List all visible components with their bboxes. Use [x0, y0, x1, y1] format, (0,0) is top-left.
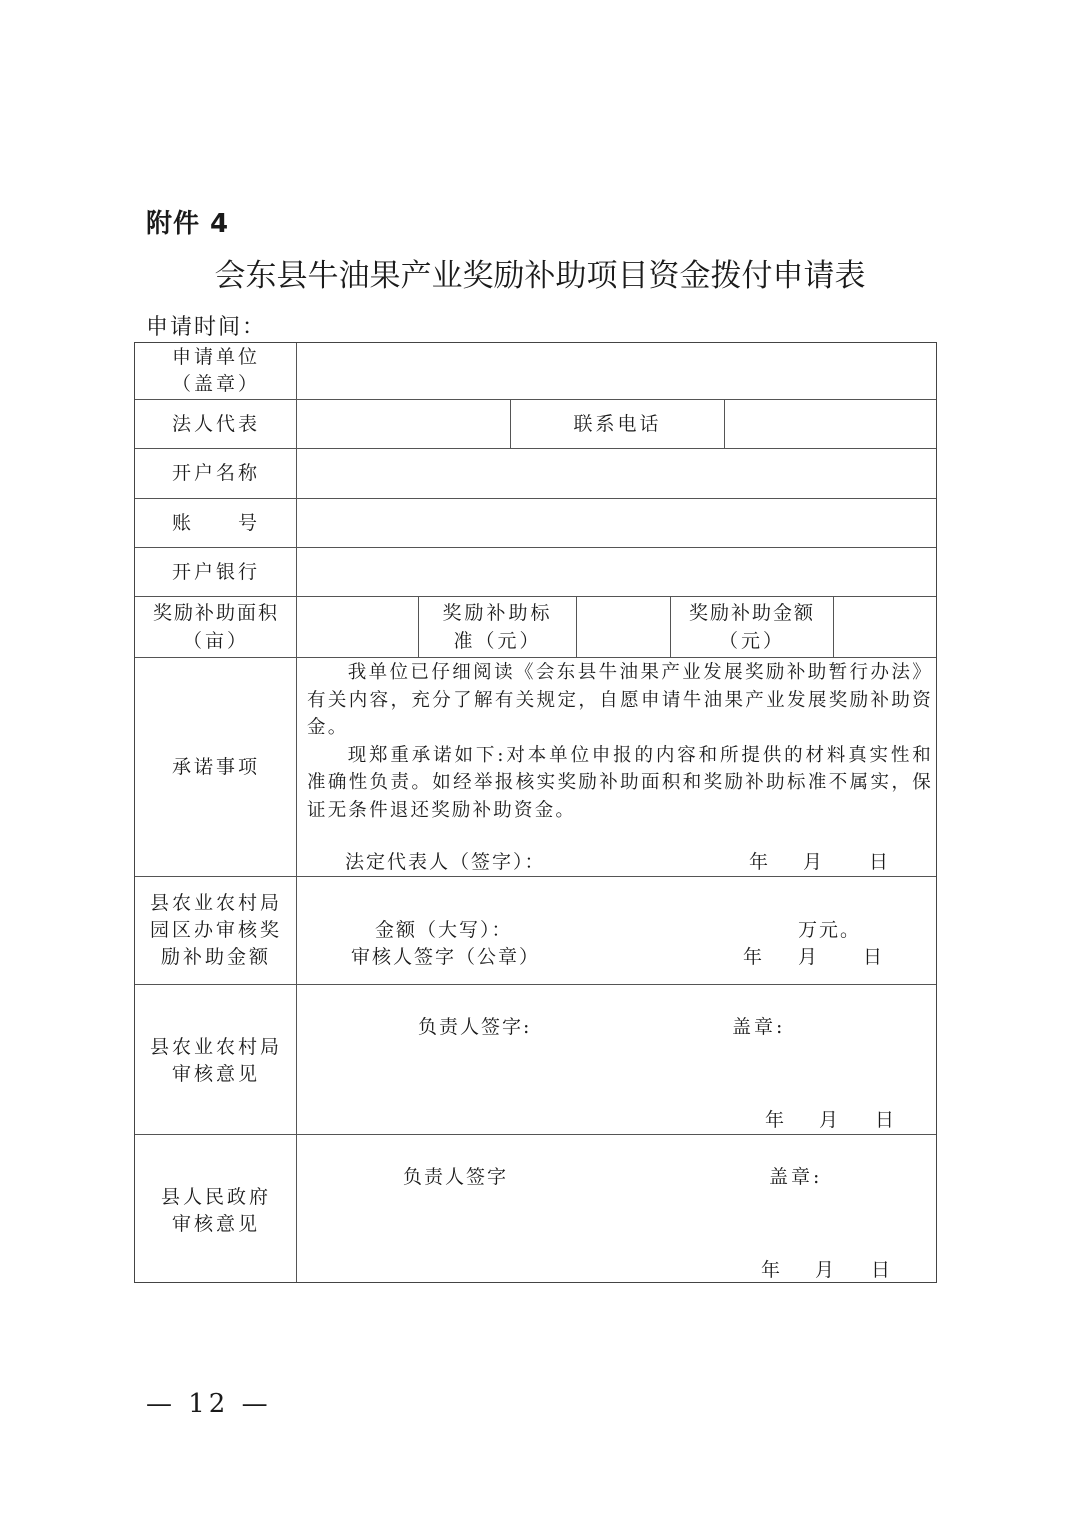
column-divider — [833, 596, 834, 657]
column-divider — [670, 596, 671, 657]
county-gov-month: 月 — [815, 1259, 838, 1281]
subsidy-area-unit: （亩） — [182, 630, 249, 652]
agri-bureau-signer-label: 负责人签字: — [418, 1016, 532, 1038]
park-office-label-2: 园区办审核奖 — [149, 919, 282, 941]
application-form-table — [134, 342, 937, 1283]
column-divider — [418, 596, 419, 657]
agri-bureau-label-2: 审核意见 — [171, 1063, 260, 1085]
agri-bureau-month: 月 — [819, 1109, 842, 1131]
account-number-label: 账 号 — [171, 512, 260, 534]
applicant-field[interactable] — [298, 343, 936, 398]
account-name-field[interactable] — [298, 449, 936, 497]
column-divider — [724, 399, 725, 448]
park-office-day: 日 — [863, 946, 886, 968]
row-divider — [135, 876, 936, 877]
commitment-text — [307, 659, 933, 824]
county-gov-label-1: 县人民政府 — [160, 1186, 271, 1208]
row-divider — [135, 596, 936, 597]
commitment-day: 日 — [869, 851, 892, 873]
amount-uppercase-label: 金额（大写）： — [375, 919, 513, 941]
legal-rep-field[interactable] — [298, 400, 509, 447]
commitment-month: 月 — [803, 851, 826, 873]
column-divider — [510, 399, 511, 448]
agri-bureau-seal-label: 盖章: — [732, 1016, 786, 1038]
row-divider — [135, 984, 936, 985]
column-divider — [576, 596, 577, 657]
subsidy-amount-label: 奖励补助金额 — [688, 602, 815, 624]
commitment-year: 年 — [749, 851, 772, 873]
park-office-label-3: 励补助金额 — [160, 946, 271, 968]
commitment-label: 承诺事项 — [171, 756, 260, 778]
bank-field[interactable] — [298, 548, 936, 595]
apply-time-label: 申请时间： — [146, 315, 267, 340]
commitment-paragraph-2: 现郑重承诺如下:对本单位申报的内容和所提供的材料真实性和准确性负责。如经举报核实奖励补助面积和奖励补助标准不属实，保证无条件退还奖励补助资金。 — [307, 744, 933, 821]
attachment-label: 附件 4 — [146, 209, 230, 239]
commitment-paragraph-1: 我单位已仔细阅读《会东县牛油果产业发展奖励补助暂行办法》有关内容，充分了解有关规定，自愿申请牛油果产业发展奖励补助资金。 — [307, 662, 933, 738]
subsidy-area-label: 奖励补助面积 — [152, 602, 279, 624]
county-gov-year: 年 — [761, 1259, 784, 1281]
page-number: — 12 — — [146, 1389, 272, 1419]
county-gov-signer-label: 负责人签字 — [403, 1166, 509, 1188]
subsidy-area-field[interactable] — [298, 597, 417, 656]
legal-rep-signature-label: 法定代表人（签字）： — [345, 851, 546, 873]
amount-unit: 万元。 — [798, 919, 862, 941]
park-office-month: 月 — [798, 946, 821, 968]
document-title: 会东县牛油果产业奖励补助项目资金拨付申请表 — [214, 258, 866, 294]
agri-bureau-day: 日 — [875, 1109, 898, 1131]
park-office-year: 年 — [743, 946, 766, 968]
account-name-label: 开户名称 — [171, 462, 260, 484]
subsidy-amount-unit: （元） — [718, 630, 785, 652]
reviewer-signature-label: 审核人签字（公章） — [351, 946, 541, 968]
agri-bureau-label-1: 县农业农村局 — [149, 1036, 282, 1058]
row-divider — [135, 1134, 936, 1135]
subsidy-standard-label: 奖励补助标 — [442, 602, 553, 624]
bank-label: 开户银行 — [171, 561, 260, 583]
applicant-seal-label: （盖章） — [171, 373, 260, 395]
legal-rep-label: 法人代表 — [171, 413, 260, 435]
subsidy-amount-field[interactable] — [835, 597, 936, 656]
subsidy-standard-unit: 准（元） — [453, 630, 542, 652]
county-gov-seal-label: 盖章: — [769, 1166, 823, 1188]
phone-label: 联系电话 — [573, 413, 662, 435]
agri-bureau-year: 年 — [765, 1109, 788, 1131]
county-gov-label-2: 审核意见 — [171, 1213, 260, 1235]
row-divider — [135, 657, 936, 658]
applicant-label: 申请单位 — [171, 346, 260, 368]
phone-field[interactable] — [726, 400, 936, 447]
account-number-field[interactable] — [298, 499, 936, 546]
park-office-label-1: 县农业农村局 — [149, 892, 282, 914]
county-gov-day: 日 — [871, 1259, 894, 1281]
subsidy-standard-field[interactable] — [578, 597, 669, 656]
